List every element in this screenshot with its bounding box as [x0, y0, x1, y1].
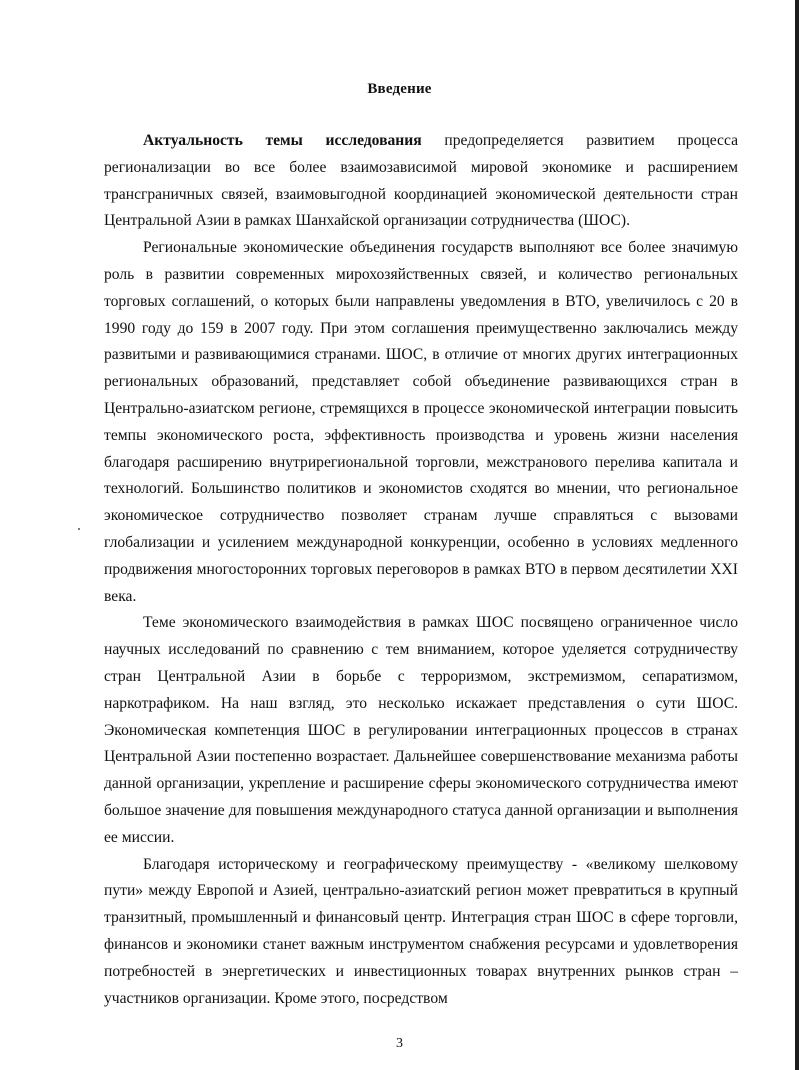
- paragraph-text: предопределяется развитием процесса регионализации во все более взаимозависимой мировой экономике и расширением трансграничных связей, взаимовыгодной координацией экономической деятельности стран Центральной Азии в рамках Шанхайской организации сотрудничества (ШОС).: [104, 132, 738, 230]
- scan-speck: [78, 528, 80, 530]
- scan-edge-border: [795, 0, 799, 1070]
- paragraph-text: Благодаря историческому и географическому преимуществу - «великому шелковому пути» между Европой и Азией, центрально-азиатский регион может превратиться в крупный транзитный, промышленный и финансовый центр. Интеграция стран ШОС в сфере торговли, финансов и экономики станет важным инструментом снабжения ресурсами и удовлетворения потребностей в энергетических и инвестиционных товарах внутренних рынков стран – участников организации. Кроме этого, посредством: [104, 855, 738, 1007]
- page-title: Введение: [367, 81, 432, 97]
- paragraph-text: Теме экономического взаимодействия в рамках ШОС посвящено ограниченное число научных исследований по сравнению с тем вниманием, которое уделяется сотрудничеству стран Центральной Азии в борьбе с терроризмом, экстремизмом, сепаратизмом, наркотрафиком. На наш взгляд, это несколько искажает представления о сути ШОС. Экономическая компетенция ШОС в регулировании интеграционных процессов в странах Центральной Азии постепенно возрастает. Дальнейшее совершенствование механизма работы данной организации, укрепление и расширение сферы экономического сотрудничества имеют большое значение для повышения международного статуса данной организации и выполнения ее миссии.: [104, 614, 738, 846]
- paragraph-2: [104, 235, 738, 610]
- paragraph-1: [104, 128, 738, 235]
- paragraph-lead: Актуальность темы исследования: [143, 132, 422, 149]
- paragraph-4: [104, 852, 738, 1013]
- paragraph-text: Региональные экономические объединения государств выполняют все более значимую роль в развитии современных мирохозяйственных связей, и количество региональных торговых соглашений, о которых были направлены уведомления в ВТО, увеличилось с 20 в 1990 году до 159 в 2007 году. При этом соглашения преимущественно заключались между развитыми и развивающимися странами. ШОС, в отличие от многих других интеграционных региональных образований, представляет собой объединение развивающихся стран в Центрально-азиатском регионе, стремящихся в процессе экономической интеграции повысить темпы экономического роста, эффективность производства и уровень жизни населения благодаря расширению внутрирегиональной торговли, межстранового перелива капитала и технологий. Большинство политиков и экономистов сходятся во мнении, что региональное экономическое сотрудничество позволяет странам лучше справляться с вызовами глобализации и усилением международной конкуренции, особенно в условиях медленного продвижения многосторонних торговых переговоров в рамках ВТО в первом десятилетии XXI века.: [104, 239, 738, 605]
- body-text: [104, 128, 738, 1012]
- page-number: 3: [396, 1036, 403, 1051]
- paragraph-3: [104, 610, 738, 851]
